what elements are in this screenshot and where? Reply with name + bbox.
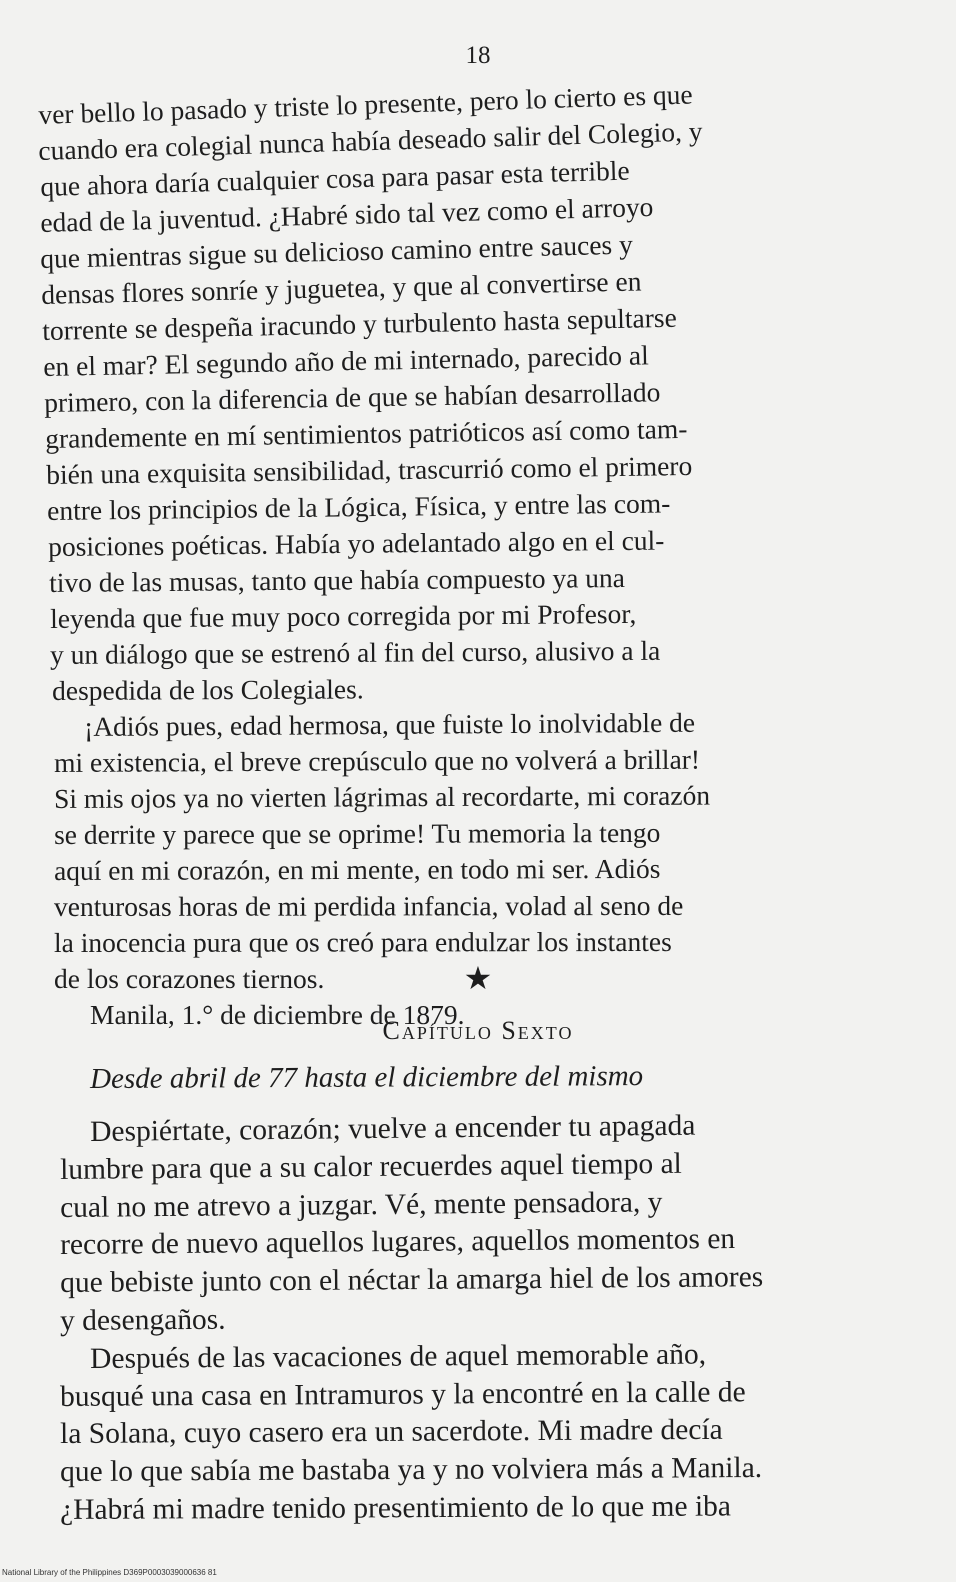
text-line: torrente se despeña iracundo y turbulento hasta sepultarse: [41, 301, 678, 346]
text-line: en el mar? El segundo año de mi internado, parecido al: [42, 339, 649, 382]
text-line: edad de la juventud. ¿Habré sido tal vez como el arroyo: [39, 190, 654, 238]
chapter-subtitle: Desde abril de 77 hasta el diciembre del mismo: [90, 1060, 644, 1095]
text-line: Manila, 1.° de diciembre de 1879.: [90, 999, 465, 1030]
text-line: y un diálogo que se estrenó al fin del curso, alusivo a la: [49, 634, 661, 670]
star-ornament-icon: ★: [463, 960, 493, 996]
text-line: venturosas horas de mi perdida infancia, volad al seno de: [53, 889, 684, 922]
text-line: que lo que sabía me bastaba ya y no volviera más a Manila.: [59, 1452, 763, 1489]
text-line: busqué una casa en Intramuros y la encontré en la calle de: [59, 1375, 746, 1413]
text-line: ver bello lo pasado y triste lo presente, pero lo cierto es que: [37, 78, 694, 130]
text-line: la Solana, cuyo casero era un sacerdote. Mi madre decía: [59, 1414, 723, 1451]
text-line: que ahora daría cualquier cosa para pasar esta terrible: [39, 154, 630, 202]
text-line: que mientras sigue su delicioso camino entre sauces y: [39, 228, 634, 274]
text-line: lumbre para que a su calor recuerdes aquel tiempo al: [59, 1147, 682, 1186]
text-line: Después de las vacaciones de aquel memorable año,: [89, 1338, 707, 1375]
text-line: cuando era colegial nunca había deseado salir del Colegio, y: [37, 115, 703, 166]
chapter-title: Capítulo Sexto: [382, 1016, 574, 1045]
text-line: aquí en mi corazón, en mi mente, en todo mi ser. Adiós: [53, 852, 661, 886]
text-line: ¡Adiós pues, edad hermosa, que fuiste lo inolvidable de: [83, 706, 696, 742]
library-footer: National Library of the Philippines D369P0003039000636 81: [2, 1568, 217, 1577]
text-line: mi existencia, el breve crepúsculo que no volverá a brillar!: [53, 743, 701, 778]
text-line: posiciones poéticas. Había yo adelantado algo en el cul-: [47, 524, 665, 562]
text-line: entre los principios de la Lógica, Física, y entre las com-: [46, 487, 671, 526]
text-line: la inocencia pura que os creó para endulzar los instantes: [53, 925, 672, 958]
text-line: primero, con la diferencia de que se habían desarrollado: [43, 376, 661, 418]
text-line: que bebiste junto con el néctar la amarga hiel de los amores: [59, 1261, 764, 1300]
text-line: grandemente en mí sentimientos patrióticos así como tam-: [44, 412, 688, 454]
text-line: despedida de los Colegiales.: [51, 673, 364, 706]
text-line: de los corazones tiernos.: [54, 963, 325, 994]
page-number: 18: [465, 42, 491, 69]
text-line: y desengaños.: [59, 1303, 226, 1337]
text-line: cual no me atrevo a juzgar. Vé, mente pensadora, y: [59, 1185, 663, 1224]
text-line: densas flores sonríe y juguetea, y que al convertirse en: [40, 265, 642, 310]
text-line: ¿Habrá mi madre tenido presentimiento de lo que me iba: [59, 1490, 732, 1526]
text-line: Despiértate, corazón; vuelve a encender tu apagada: [89, 1109, 696, 1148]
text-line: tivo de las musas, tanto que había compuesto ya una: [48, 561, 626, 598]
text-line: recorre de nuevo aquellos lugares, aquellos momentos en: [59, 1223, 736, 1262]
text-line: bién una exquisita sensibilidad, trascurrió como el primero: [45, 449, 693, 490]
text-line: leyenda que fue muy poco corregida por mi Profesor,: [49, 597, 637, 634]
text-line: Si mis ojos ya no vierten lágrimas al recordarte, mi corazón: [53, 779, 711, 814]
text-line: se derrite y parece que se oprime! Tu memoria la tengo: [53, 816, 661, 850]
